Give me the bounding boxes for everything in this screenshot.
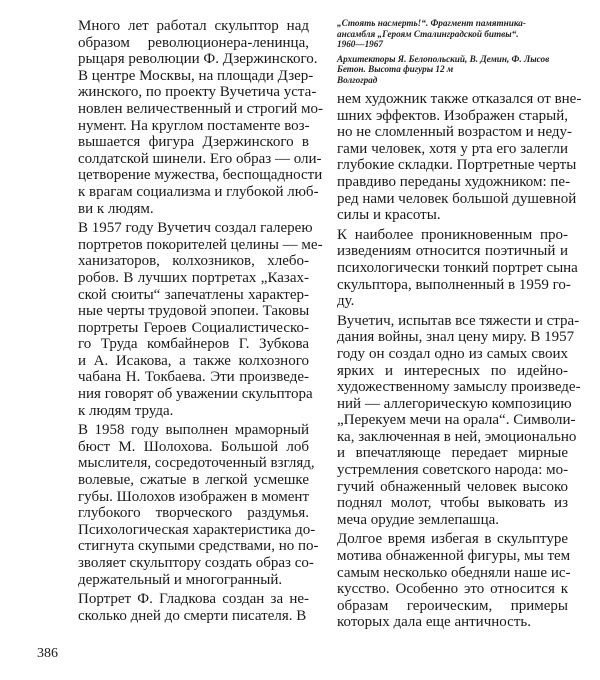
text-line: изведениям относится поэтичный и (337, 243, 568, 260)
text-line: портреты Героев Социалистическо- (78, 319, 309, 336)
text-line: ской сюиты“ запечатлены характер- (78, 286, 309, 303)
text-line: устремления советского народа: мо- (337, 462, 569, 479)
text-line: жинского, по проекту Вучетича уста- (78, 84, 317, 101)
text-line: ные черты трудовой эпопеи. Таковы (78, 303, 310, 320)
caption-line: Архитекторы Я. Белопольский, В. Демин, Ф. Лысов (337, 53, 550, 64)
text-line: чабана Н. Токбаева. Эти произведе- (78, 369, 309, 386)
text-line: силы и красоты. (337, 207, 441, 224)
right-text-column (337, 91, 582, 634)
text-line: нем художник также отказался от вне- (337, 91, 582, 107)
text-line: солдатской шинели. Его образ — оли- (78, 150, 322, 167)
text-line: держательный и многогранный. (78, 571, 283, 588)
text-line: волевые, сжатые в легкой усмешке (78, 472, 309, 489)
text-line: Портрет Ф. Гладкова создан за не- (78, 591, 309, 608)
caption-line: „Стоять насмерть!“. Фрагмент памятника- (337, 18, 526, 28)
text-line: мотива обнаженной фигуры, мы тем (337, 548, 571, 565)
text-line: Психологическая характеристика до- (78, 521, 316, 538)
text-line: сколько дней до смерти писателя. В (78, 607, 307, 624)
caption-details (337, 54, 572, 86)
text-line: Вучетич, испытав все тяжести и стра- (337, 312, 580, 329)
text-line: шних эффектов. Изображен старый, (337, 107, 568, 124)
text-line: скульптора, выполненный в 1959 го- (337, 276, 571, 293)
text-line: психологически тонкий портрет сына (337, 259, 578, 276)
text-line: го Труда комбайнеров Г. Зубкова (78, 336, 309, 353)
paragraph (337, 91, 582, 224)
text-line: Долгое время избегая в скульптуре (337, 531, 568, 548)
text-line: вышается фигура Дзержинского в (78, 134, 309, 151)
caption-line: 1960—1967 (337, 39, 383, 50)
text-line: ред нами человек большой душевной (337, 190, 577, 207)
text-line: нумент. На круглом постаменте воз- (78, 117, 310, 134)
text-line: В центре Москвы, на площади Дзер- (78, 67, 314, 84)
text-line: губы. Шолохов изображен в момент (78, 488, 309, 505)
text-line: новлен величественный и строгий мо- (78, 100, 323, 117)
text-line: робов. В лучших портретах „Казах- (78, 269, 309, 286)
text-line: мыслителя, сосредоточенный взгляд, (78, 455, 315, 472)
text-line: образом революционера-ленинца, (78, 34, 309, 51)
text-line: к врагам социализма и глубокой люб- (78, 183, 319, 200)
paragraph (78, 220, 323, 419)
text-line: гучий обнаженный человек высоко (337, 478, 568, 495)
text-line: В 1958 году выполнен мраморный (78, 422, 309, 439)
figure-caption (337, 18, 572, 86)
text-line: кусство. Особенно это относится к (337, 581, 568, 598)
paragraph (337, 312, 581, 529)
text-line: глубокие складки. Портретные черты (337, 157, 577, 174)
paragraph (78, 591, 309, 624)
text-line: Много лет работал скульптор над (78, 18, 309, 34)
text-line: стигнута скупыми средствами, но по- (78, 538, 319, 555)
text-line: ду. (337, 293, 355, 310)
text-line: году он создал одно из самых своих (337, 345, 568, 362)
text-line: гами человек, хотя у рта его залегли (337, 140, 568, 157)
caption-line: Волгоград (337, 74, 378, 85)
text-line: ярких и интересных по идейно- (337, 362, 568, 379)
text-line: ка, заключенная в ней, эмоционально (337, 428, 577, 445)
text-line: зволяет скульптору создать образ со- (78, 555, 314, 571)
text-line: и А. Исакова, а также колхозного (78, 352, 309, 369)
page-number: 386 (37, 646, 58, 661)
text-line: самым несколько обедняли наше ис- (337, 564, 571, 581)
text-line: В 1957 году Вучетич создал галерею (78, 220, 313, 237)
text-line: дания войны, знал цену миру. В 1957 (337, 329, 575, 346)
text-line: меча орудие землепашца. (337, 511, 500, 528)
text-line: которых дала еще античность. (337, 614, 531, 631)
caption-title (337, 18, 572, 50)
text-line: ви к людям. (78, 200, 154, 217)
text-line: глубокого творческого раздумья. (78, 505, 309, 522)
text-line: ния говорят об уважении скульптора (78, 386, 313, 403)
text-line: художественному замыслу произведе- (337, 379, 581, 396)
text-line: и впечатляюще передает мирные (337, 445, 568, 462)
text-line: правдиво переданы художником: пе- (337, 173, 571, 190)
text-line: портретов покорителей целины — ме- (78, 236, 323, 253)
paragraph (78, 18, 323, 217)
paragraph (337, 226, 578, 310)
paragraph (337, 531, 571, 631)
text-line: образам героическим, примеры (337, 597, 568, 614)
text-line: ханизаторов, колхозников, хлебо- (78, 253, 309, 270)
text-line: к людям труда. (78, 402, 174, 419)
caption-line: ансамбля „Героям Сталинградской битвы“. (337, 28, 519, 39)
left-text-column (78, 18, 323, 627)
caption-line: Бетон. Высота фигуры 12 м (337, 64, 454, 75)
text-line: К наиболее проникновенным про- (337, 226, 568, 243)
text-line: ний — аллегорическую композицию (337, 395, 572, 412)
text-line: бюст М. Шолохова. Большой лоб (78, 438, 309, 455)
text-line: но не сломленный возрастом и неду- (337, 124, 573, 141)
text-line: „Перекуем мечи на орала“. Символи- (337, 412, 576, 429)
text-line: поднял молот, чтобы выковать из (337, 495, 568, 512)
text-line: цетворение мужества, беспощадности (78, 167, 323, 184)
text-line: рыцаря революции Ф. Дзержинского. (78, 51, 318, 68)
paragraph (78, 422, 319, 588)
